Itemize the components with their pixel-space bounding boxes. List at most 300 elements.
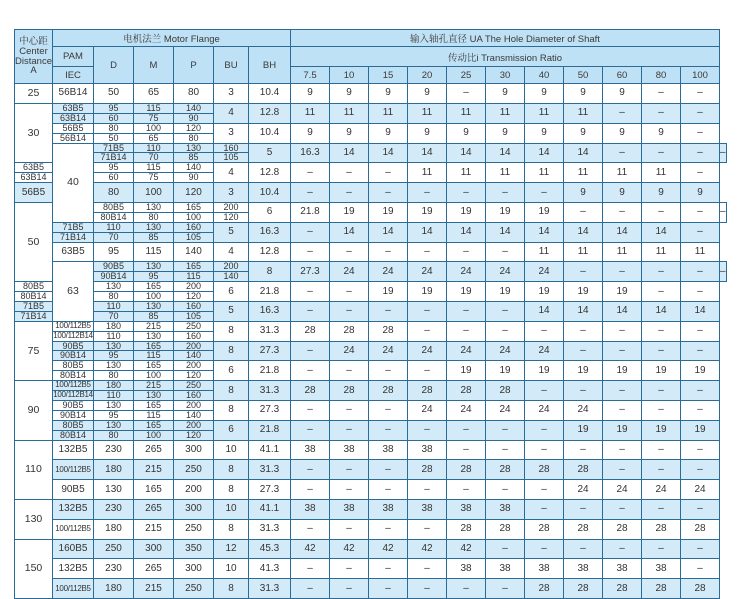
pam-cell [53,519,94,539]
pam-cell [53,381,94,401]
hole-diameter-cell: 24 [408,400,447,420]
hole-diameter-cell: 28 [486,519,525,539]
hole-diameter-cell: 38 [447,559,486,579]
hole-diameter-cell: – [447,480,486,500]
hole-diameter-cell: 19 [447,282,486,302]
hole-diameter-cell: 38 [447,499,486,519]
pam-value: 132B5 [58,503,88,515]
hole-diameter-cell: 28 [408,381,447,401]
hole-diameter-cell: – [330,519,369,539]
hole-diameter-cell: 11 [408,103,447,123]
hole-diameter-cell: 19 [681,420,720,440]
hole-diameter-cell: – [447,420,486,440]
d-value: 250 [105,542,122,554]
p-cell [214,202,249,222]
m-cell [134,579,174,599]
table-row [15,282,727,302]
hole-diameter-cell: – [369,460,408,480]
d-cell [94,539,134,559]
hole-diameter-cell: 19 [564,420,603,440]
pam-cell [53,539,94,559]
pam-value: 100/112B5 [55,380,91,390]
pam-cell [53,84,94,104]
hole-diameter-cell: 24 [642,480,681,500]
bh-cell: 41.1 [249,440,291,460]
m-value: 215 [145,380,162,391]
p-value: 120 [185,123,202,133]
hole-diameter-cell: – [408,361,447,381]
hole-diameter-cell: 19 [486,282,525,302]
hole-diameter-cell: 11 [486,103,525,123]
hole-diameter-cell: 9 [408,84,447,104]
d-value: 80 [94,370,133,380]
pam-cell [53,400,94,420]
hole-diameter-cell: – [564,440,603,460]
pam-value: 90B14 [53,410,93,420]
hole-diameter-cell: – [603,539,642,559]
hole-diameter-cell: 28 [525,460,564,480]
hole-diameter-cell: 28 [447,519,486,539]
pam-value: 71B5 [102,143,125,153]
m-value: 115 [174,271,213,281]
hole-diameter-cell: – [447,183,486,203]
hole-diameter-cell: – [486,539,525,559]
m-cell [174,202,214,222]
hole-diameter-cell: 42 [291,539,330,559]
p-value: 105 [174,232,213,242]
p-value: 140 [174,350,213,360]
m-value: 100 [134,370,173,380]
bh-cell: 12.8 [249,163,291,183]
hole-diameter-cell: – [642,262,681,282]
pam-value: 63B5 [22,162,45,173]
hole-diameter-cell: 9 [369,84,408,104]
p-cell [174,361,214,381]
bh-cell: 31.3 [249,460,291,480]
m-value: 130 [134,390,173,400]
hole-diameter-cell: – [681,163,720,183]
p-value: 160 [174,331,213,341]
center-distance-cell: 90 [15,381,53,440]
m-cell [134,519,174,539]
d-value: 70 [94,311,133,321]
table-row [15,103,727,123]
bh-cell: 21.8 [249,420,291,440]
hole-diameter-cell: 11 [642,242,681,262]
m-cell [134,163,174,183]
p-value: 350 [185,542,202,554]
pam-value: 71B5 [62,222,84,232]
hole-diameter-cell: 38 [408,440,447,460]
d-header: D [94,47,134,84]
p-value: 80 [174,133,213,143]
m-value: 165 [185,261,202,272]
m-cell [174,143,214,163]
d-value: 230 [105,562,122,574]
hole-diameter-cell: 14 [564,301,603,321]
hole-diameter-cell: – [291,282,330,302]
table-row [15,222,727,242]
bh-cell: 31.3 [249,381,291,401]
pam-value: 80B5 [62,420,84,430]
hole-diameter-cell: – [291,480,330,500]
m-value: 130 [145,222,162,232]
pam-value: 56B5 [21,186,46,198]
d-value: 180 [105,582,122,594]
pam-value: 80B5 [22,281,45,292]
m-value: 65 [147,87,160,99]
hole-diameter-cell: 28 [291,381,330,401]
hole-diameter-cell: – [408,183,447,203]
bh-cell: 31.3 [249,519,291,539]
hole-diameter-cell: 24 [408,262,447,282]
hole-diameter-cell: 24 [447,262,486,282]
m-cell [134,559,174,579]
ratio-header: 7.5 [291,67,330,84]
ratio-header: 50 [564,67,603,84]
hole-diameter-cell: 9 [564,123,603,143]
table-row [15,499,727,519]
d-cell [94,321,134,341]
hole-diameter-cell: 28 [525,579,564,599]
hole-diameter-cell: 24 [486,262,525,282]
bu-cell: 5 [249,143,291,163]
bh-cell: 31.3 [249,579,291,599]
m-value: 100 [134,430,173,440]
hole-diameter-cell: – [330,460,369,480]
bu-cell: 8 [214,519,249,539]
bu-cell: 12 [214,539,249,559]
bh-cell: 45.3 [249,539,291,559]
hole-diameter-cell: 14 [642,301,681,321]
hole-diameter-cell: – [525,381,564,401]
hole-diameter-cell: – [603,341,642,361]
m-value: 165 [145,360,162,371]
hole-diameter-cell: – [564,499,603,519]
p-cell [174,480,214,500]
hole-diameter-cell: – [681,559,720,579]
p-value: 160 [223,143,239,153]
d-value: 80 [94,291,133,301]
d-value: 110 [94,390,133,400]
hole-diameter-cell: – [369,361,408,381]
hole-diameter-cell: 24 [408,341,447,361]
hole-diameter-cell: 19 [369,282,408,302]
d-cell [94,579,134,599]
ratio-header: 25 [447,67,486,84]
hole-diameter-cell: 28 [291,321,330,341]
d-value: 110 [106,222,121,232]
hole-diameter-cell: 28 [447,460,486,480]
m-value: 165 [145,483,162,495]
hole-diameter-cell: 42 [408,539,447,559]
table-row [15,262,727,282]
hole-diameter-cell: 38 [408,499,447,519]
bu-header: BU [214,47,249,84]
hole-diameter-cell: 11 [603,163,642,183]
m-cell [134,499,174,519]
pam-cell [53,341,94,361]
hole-diameter-cell: 28 [525,519,564,539]
hole-diameter-cell: – [291,460,330,480]
m-value: 115 [134,350,173,360]
bh-cell: 41.3 [249,559,291,579]
hole-diameter-cell: – [330,242,369,262]
pam-cell [53,361,94,381]
hole-diameter-cell: 14 [330,222,369,242]
hole-diameter-cell: 24 [564,400,603,420]
m-cell [134,103,174,123]
d-value: 95 [94,410,133,420]
p-cell [174,579,214,599]
hole-diameter-cell: 9 [447,123,486,143]
hole-diameter-cell: 28 [330,321,369,341]
m-value: 85 [134,311,173,321]
pam-cell [94,262,134,282]
hole-diameter-cell: – [525,480,564,500]
p-cell [214,262,249,282]
d-value: 130 [105,281,122,292]
hole-diameter-cell: 19 [681,361,720,381]
d-value: 60 [94,113,133,123]
hole-diameter-cell: – [447,579,486,599]
m-cell [134,361,174,381]
p-cell [214,143,249,163]
d-cell [94,519,134,539]
pam-cell [53,480,94,500]
hole-diameter-cell: – [603,499,642,519]
bu-cell: 4 [214,242,249,262]
bu-cell: 10 [214,499,249,519]
pam-value: 100/112B5 [55,321,91,330]
hole-diameter-cell: – [408,579,447,599]
hole-diameter-cell: 11 [330,103,369,123]
center-distance-label: 中心距 Center Distance A [15,35,52,77]
table-row [15,143,727,163]
hole-diameter-cell: – [720,143,727,163]
hole-diameter-cell: 38 [525,559,564,579]
bh-cell: 21.8 [249,282,291,302]
pam-value: 63B5 [61,245,85,257]
m-cell [134,183,174,203]
bu-cell: 3 [214,84,249,104]
hole-diameter-cell: 19 [642,361,681,381]
p-value: 120 [174,291,213,301]
hole-diameter-cell: 19 [408,282,447,302]
p-value: 105 [214,152,248,162]
hole-diameter-cell: – [681,440,720,460]
hole-diameter-cell: 38 [486,499,525,519]
hole-diameter-cell: – [642,381,681,401]
d-cell [94,103,134,123]
hole-diameter-cell: 9 [525,84,564,104]
d-cell [94,559,134,579]
hole-diameter-cell: 19 [603,420,642,440]
hole-diameter-cell: – [486,183,525,203]
m-value: 165 [145,420,162,430]
hole-diameter-cell: – [408,242,447,262]
hole-diameter-cell: 28 [330,381,369,401]
m-cell [134,341,174,361]
hole-diameter-cell: 24 [330,341,369,361]
m-value: 130 [185,143,202,153]
hole-diameter-cell: 14 [642,222,681,242]
hole-diameter-cell: – [291,242,330,262]
d-cell [94,163,134,183]
bu-cell: 8 [214,321,249,341]
hole-diameter-cell: 11 [447,103,486,123]
m-value: 130 [145,301,162,311]
hole-diameter-cell: 28 [642,579,681,599]
hole-diameter-cell: 28 [369,381,408,401]
d-cell [94,499,134,519]
m-value: 85 [134,232,173,242]
d-value: 130 [105,341,122,351]
hole-diameter-cell: – [486,301,525,321]
table-row [15,163,727,183]
bu-cell: 6 [249,202,291,222]
hole-diameter-cell: 9 [408,123,447,143]
hole-diameter-cell: 9 [642,183,681,203]
d-cell [94,242,134,262]
m-cell [134,282,174,302]
p-cell [174,420,214,440]
m-value: 215 [145,582,162,594]
bh-cell: 16.3 [249,301,291,321]
m-cell [134,539,174,559]
hole-diameter-cell: 19 [603,361,642,381]
ratio-header: 100 [681,67,720,84]
pam-cell [53,103,94,123]
hole-diameter-cell: 14 [525,222,564,242]
hole-diameter-cell: 24 [486,400,525,420]
hole-diameter-cell: 9 [603,123,642,143]
p-value: 200 [185,400,202,410]
m-value: 265 [145,443,162,455]
table-row [15,440,727,460]
bu-cell: 4 [214,163,249,183]
pam-value: 100/112B5 [55,583,91,593]
hole-diameter-cell: 24 [447,341,486,361]
m-value: 115 [134,410,173,420]
hole-diameter-cell: – [642,400,681,420]
d-value: 180 [105,463,122,475]
hole-diameter-cell: 19 [525,282,564,302]
ratio-header: 20 [408,67,447,84]
hole-diameter-cell: – [681,499,720,519]
bh-cell: 10.4 [249,183,291,203]
d-value: 60 [94,172,133,182]
hole-diameter-cell: – [486,321,525,341]
motor-flange-header: 电机法兰 Motor Flange [53,30,291,47]
hole-diameter-cell: – [486,579,525,599]
bu-cell: 3 [214,183,249,203]
hole-diameter-cell: – [330,420,369,440]
center-distance-cell: 75 [15,321,53,380]
hole-diameter-cell: – [447,242,486,262]
pam-cell [15,301,53,321]
d-value: 130 [145,202,162,212]
p-value: 90 [174,113,213,123]
hole-diameter-cell: – [330,361,369,381]
d-value: 180 [105,523,122,535]
hole-diameter-cell: 24 [486,341,525,361]
hole-diameter-cell: 11 [486,163,525,183]
hole-diameter-cell: 11 [681,242,720,262]
pam-value: 132B5 [58,562,88,574]
table-row [15,519,727,539]
d-value: 80 [108,123,119,133]
d-cell [94,84,134,104]
hole-diameter-cell: – [603,460,642,480]
pam-value: 90B14 [94,271,133,281]
hole-diameter-cell: – [330,579,369,599]
bu-cell: 5 [214,301,249,321]
p-cell [174,440,214,460]
bu-cell: 8 [214,400,249,420]
p-value: 200 [185,420,202,430]
table-row [15,202,727,222]
p-cell [174,84,214,104]
hole-diameter-cell: – [525,440,564,460]
hole-diameter-cell: – [291,341,330,361]
hole-diameter-cell: – [642,84,681,104]
pam-cell [53,123,94,143]
hole-diameter-cell: – [681,123,720,143]
table-row [15,301,727,321]
hole-diameter-cell: 14 [369,222,408,242]
center-distance-cell: 40 [53,143,94,222]
hole-diameter-cell: – [642,499,681,519]
hole-diameter-cell: – [369,559,408,579]
hole-diameter-cell: 19 [369,202,408,222]
pam-value: 80B5 [62,360,84,371]
m-value: 75 [134,113,173,123]
center-distance-cell: 110 [15,440,53,499]
p-value: 250 [185,321,202,331]
hole-diameter-cell: 24 [369,341,408,361]
p-value: 120 [185,186,202,198]
p-value: 200 [185,360,202,371]
m-value: 100 [145,123,162,133]
pam-value: 56B14 [53,133,93,143]
d-cell [94,282,134,302]
hole-diameter-cell: 24 [525,262,564,282]
p-value: 300 [185,562,202,574]
hole-diameter-cell: – [291,579,330,599]
hole-diameter-cell: – [291,400,330,420]
hole-diameter-cell: – [408,321,447,341]
hole-diameter-cell: 28 [603,579,642,599]
hole-diameter-cell: – [330,559,369,579]
d-value: 130 [145,261,162,272]
hole-diameter-cell: – [603,440,642,460]
hole-diameter-cell: 42 [330,539,369,559]
hole-diameter-cell: 24 [447,400,486,420]
pam-cell [53,242,94,262]
hole-diameter-cell: 9 [564,84,603,104]
hole-diameter-cell: – [330,183,369,203]
hole-diameter-cell: – [486,420,525,440]
pam-value: 132B5 [58,443,88,455]
m-value: 165 [185,202,202,212]
pam-cell [53,460,94,480]
pam-cell [53,420,94,440]
pam-value: 80B14 [53,370,93,380]
bu-cell: 3 [214,123,249,143]
ratio-header: 30 [486,67,525,84]
hole-diameter-cell: – [642,539,681,559]
